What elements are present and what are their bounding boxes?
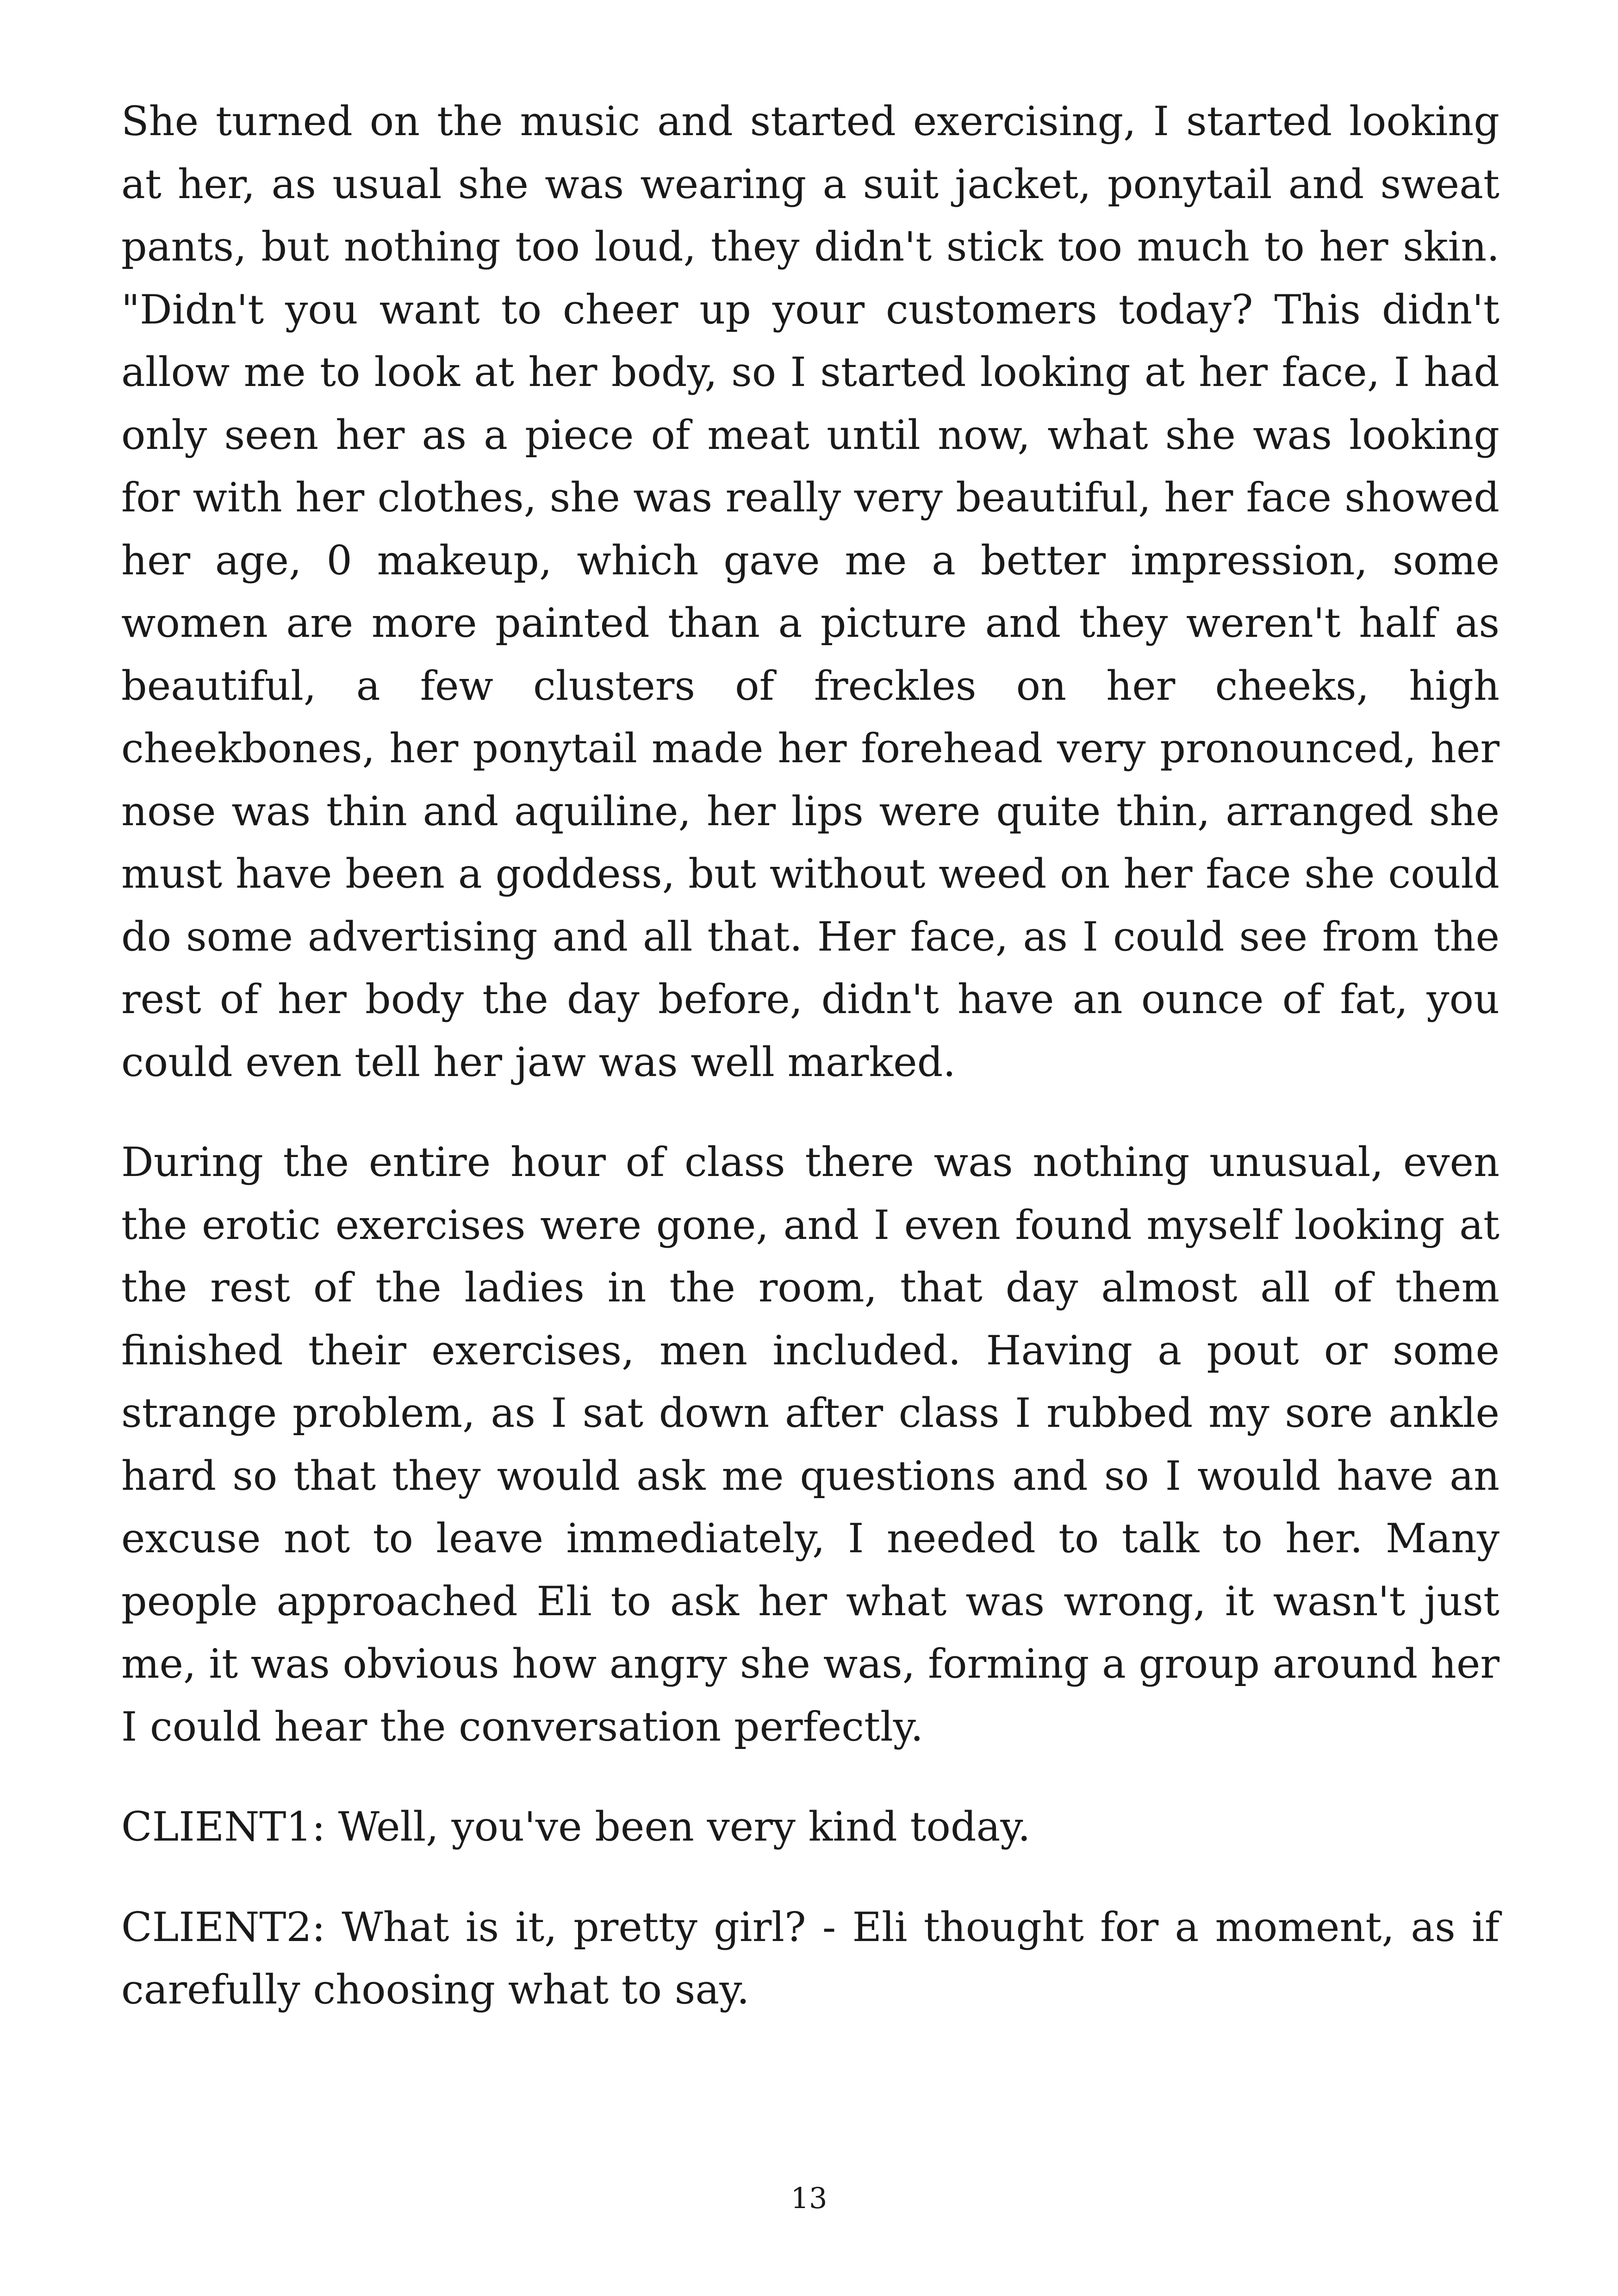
paragraph: During the entire hour of class there was nothing unusual, even the erotic exercises were gone, and I even found myself looking at the rest of the ladies in the room, that day almost all of them finished their exercises, men included. Having a pout or some strange problem, as I sat down after class I rubbed my sore ankle hard so that they would ask me questions and so I would have an excuse not to leave immediately, I needed to talk to her. Many people approached Eli to ask her what was wrong, it wasn't just me, it was obvious how angry she was, forming a group around her I could hear the conversation perfectly. (121, 1139, 1500, 1750)
paragraph: CLIENT2: What is it, pretty girl? - Eli thought for a moment, as if carefully choosing what to say. (121, 1903, 1500, 2013)
paragraph: She turned on the music and started exercising, I started looking at her, as usual she was wearing a suit jacket, ponytail and sweat pants, but nothing too loud, they didn't stick too much to her skin. "Didn't you want to cheer up your customers today? This didn't allow me to look at her body, so I started looking at her face, I had only seen her as a piece of meat until now, what she was looking for with her clothes, she was really very beautiful, her face showed her age, 0 makeup, which gave me a better impression, some women are more painted than a picture and they weren't half as beautiful, a few clusters of freckles on her cheeks, high cheekbones, her ponytail made her forehead very pronounced, her nose was thin and aquiline, her lips were quite thin, arranged she must have been a goddess, but without weed on her face she could do some advertising and all that. Her face, as I could see from the rest of her body the day before, didn't have an ounce of fat, you could even tell her jaw was well marked. (121, 98, 1500, 1086)
page-number: 13 (790, 2181, 828, 2215)
paragraph: CLIENT1: Well, you've been very kind today. (121, 1803, 1031, 1850)
body-text (121, 90, 1500, 2022)
